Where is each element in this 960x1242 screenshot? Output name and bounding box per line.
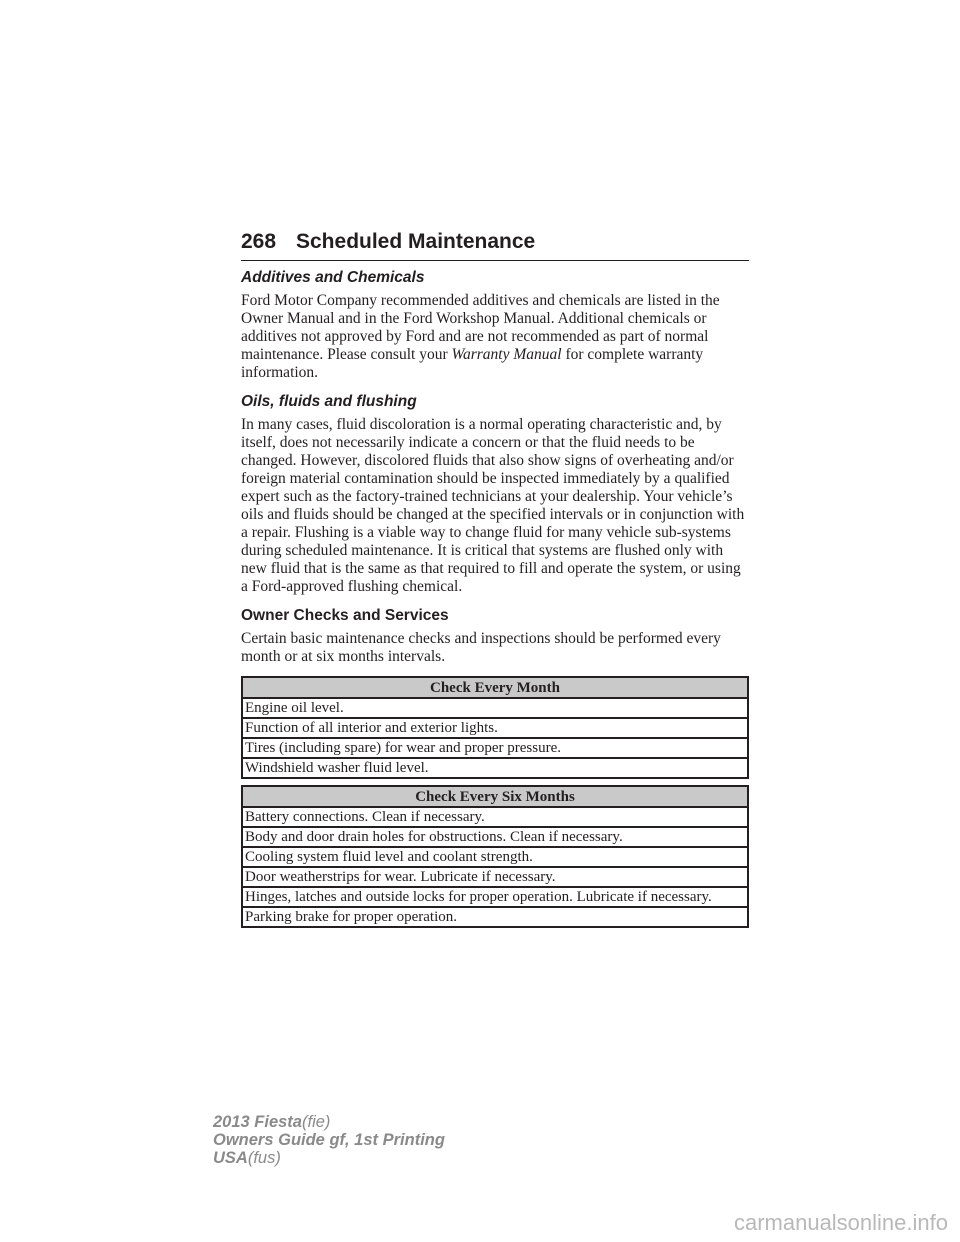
footer-market-code: (fus) (247, 1149, 281, 1167)
footer-line-2: Owners Guide gf, 1st Printing (213, 1131, 445, 1149)
additives-text-end: for complete warranty information. (241, 346, 704, 381)
six-month-table-header: Check Every Six Months (242, 786, 748, 807)
additives-text: Ford Motor Company recommended additives and chemicals are listed in the Owner Manual and in the Ford Workshop Manual. Additional chemicals or additives not approved by Ford and are not recommended as part of normal maintenance. Please consult your (241, 292, 720, 363)
additives-paragraph (241, 292, 749, 382)
warranty-manual-reference: Warranty Manual (451, 346, 562, 363)
table-row: Windshield washer fluid level. (242, 758, 748, 778)
page-number: 268 (241, 230, 277, 253)
table-row: Cooling system fluid level and coolant strength. (242, 847, 748, 867)
table-row: Body and door drain holes for obstructions. Clean if necessary. (242, 827, 748, 847)
additives-heading: Additives and Chemicals (241, 269, 425, 286)
oils-paragraph: In many cases, fluid discoloration is a normal operating characteristic and, by itself, does not necessarily indicate a concern or that the fluid needs to be changed. However, discolored fluids that also show signs of overheating and/or foreign material contamination should be inspected immediately by a qualified expert such as the factory-trained technicians at your dealership. Your vehicle’s oils and fluids should be changed at the specified intervals or in conjunction with a repair. Flushing is a viable way to change fluid for many vehicle sub-systems during scheduled maintenance. It is critical that systems are flushed only with new fluid that is the same as that required to fill and operate the system, or using a Ford-approved flushing chemical. (241, 416, 745, 595)
table-row: Door weatherstrips for wear. Lubricate if necessary. (242, 867, 748, 887)
table-row: Hinges, latches and outside locks for proper operation. Lubricate if necessary. (242, 887, 748, 907)
owner-checks-paragraph: Certain basic maintenance checks and inspections should be performed every month or at six months intervals. (241, 630, 721, 665)
table-row: Engine oil level. (242, 698, 748, 718)
six-month-check-table (241, 785, 749, 928)
footer-line-1 (213, 1113, 445, 1131)
section-title: Scheduled Maintenance (296, 230, 536, 253)
owner-checks-heading: Owner Checks and Services (241, 607, 449, 624)
print-footer (213, 1113, 445, 1167)
table-row: Tires (including spare) for wear and proper pressure. (242, 738, 748, 758)
footer-model: 2013 Fiesta (213, 1113, 302, 1131)
monthly-table-header: Check Every Month (242, 677, 748, 698)
footer-model-code: (fie) (301, 1113, 331, 1131)
oils-heading: Oils, fluids and flushing (241, 393, 417, 410)
table-row: Battery connections. Clean if necessary. (242, 807, 748, 827)
table-row: Function of all interior and exterior lights. (242, 718, 748, 738)
page-header (241, 228, 749, 261)
watermark-text: carmanualsonline.info (733, 1210, 948, 1235)
footer-market: USA (213, 1149, 248, 1167)
monthly-check-table (241, 676, 749, 779)
table-row: Parking brake for proper operation. (242, 907, 748, 927)
page-content (241, 268, 749, 934)
footer-line-3 (213, 1149, 445, 1167)
